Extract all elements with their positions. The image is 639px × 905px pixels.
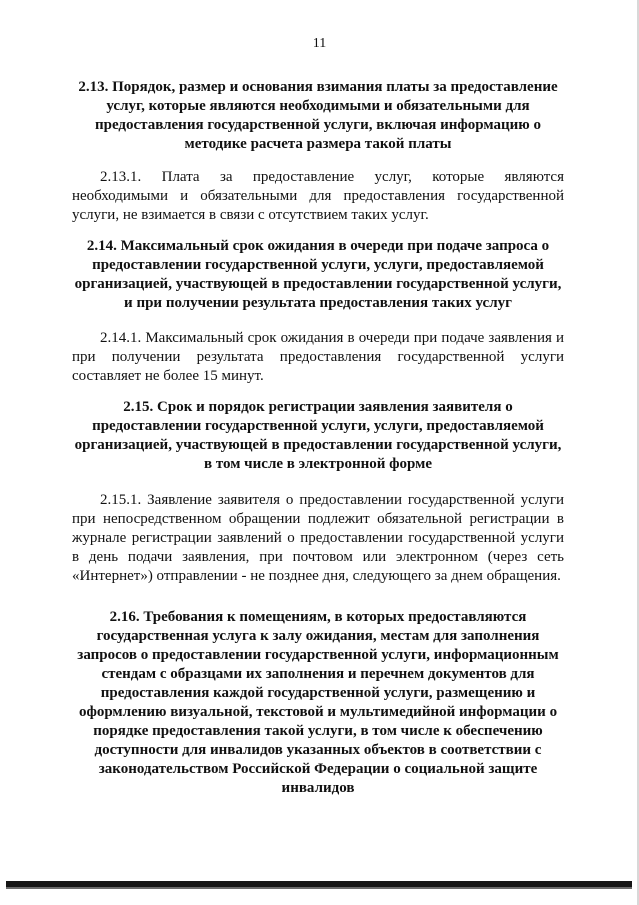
page-number: 11: [312, 36, 327, 51]
section-2-16: [72, 608, 564, 798]
section-paragraph: 2.15.1. Заявление заявителя о предоставлении государственной услуги при непосредственном обращении подлежит обязательной регистрации в журнале регистрации заявлений о предоставлении государственной услуги в день подачи заявления, при почтовом или электронном (через сеть «Интернет») отправлении - не позднее дня, следующего за днем обращения.: [72, 492, 564, 584]
section-paragraph: 2.13.1. Плата за предоставление услуг, которые являются необходимыми и обязательными для предоставления государственной услуги, не взимается в связи с отсутствием таких услуг.: [72, 169, 564, 223]
document-body: [72, 78, 564, 798]
section-heading: 2.15. Срок и порядок регистрации заявления заявителя о предоставлении государственной услуги, услуги, предоставляемой организацией, участвующей в предоставлении государственной услуги, в том числе в электронной форме: [74, 399, 562, 472]
section-heading: 2.16. Требования к помещениям, в которых предоставляются государственная услуга к залу ожидания, местам для заполнения запросов о предоставлении государственной услуги, информационным стендам с образцами их заполнения и перечнем документов для предоставления каждой государственной услуги, размещению и оформлению визуальной, текстовой и мультимедийной информации о порядке предоставления такой услуги, в том числе к обеспечению доступности для инвалидов указанных объектов в соответствии с законодательством Российской Федерации о социальной защите инвалидов: [77, 609, 559, 796]
section-2-13: [72, 78, 564, 225]
section-heading: 2.14. Максимальный срок ожидания в очереди при подаче запроса о предоставлении государственной услуги, услуги, предоставляемой организацией, участвующей в предоставлении государственной услуги, и при получении результата предоставления таких услуг: [74, 238, 562, 311]
section-2-14: [72, 237, 564, 386]
section-heading: 2.13. Порядок, размер и основания взимания платы за предоставление услуг, которые являются необходимыми и обязательными для предоставления государственной услуги, включая информацию о методике расчета размера такой платы: [78, 79, 558, 152]
section-paragraph: 2.14.1. Максимальный срок ожидания в очереди при подаче заявления и при получении результата предоставления государственной услуги составляет не более 15 минут.: [72, 330, 564, 384]
section-2-15: [72, 398, 564, 586]
scan-bottom-edge-shadow: [6, 887, 632, 889]
